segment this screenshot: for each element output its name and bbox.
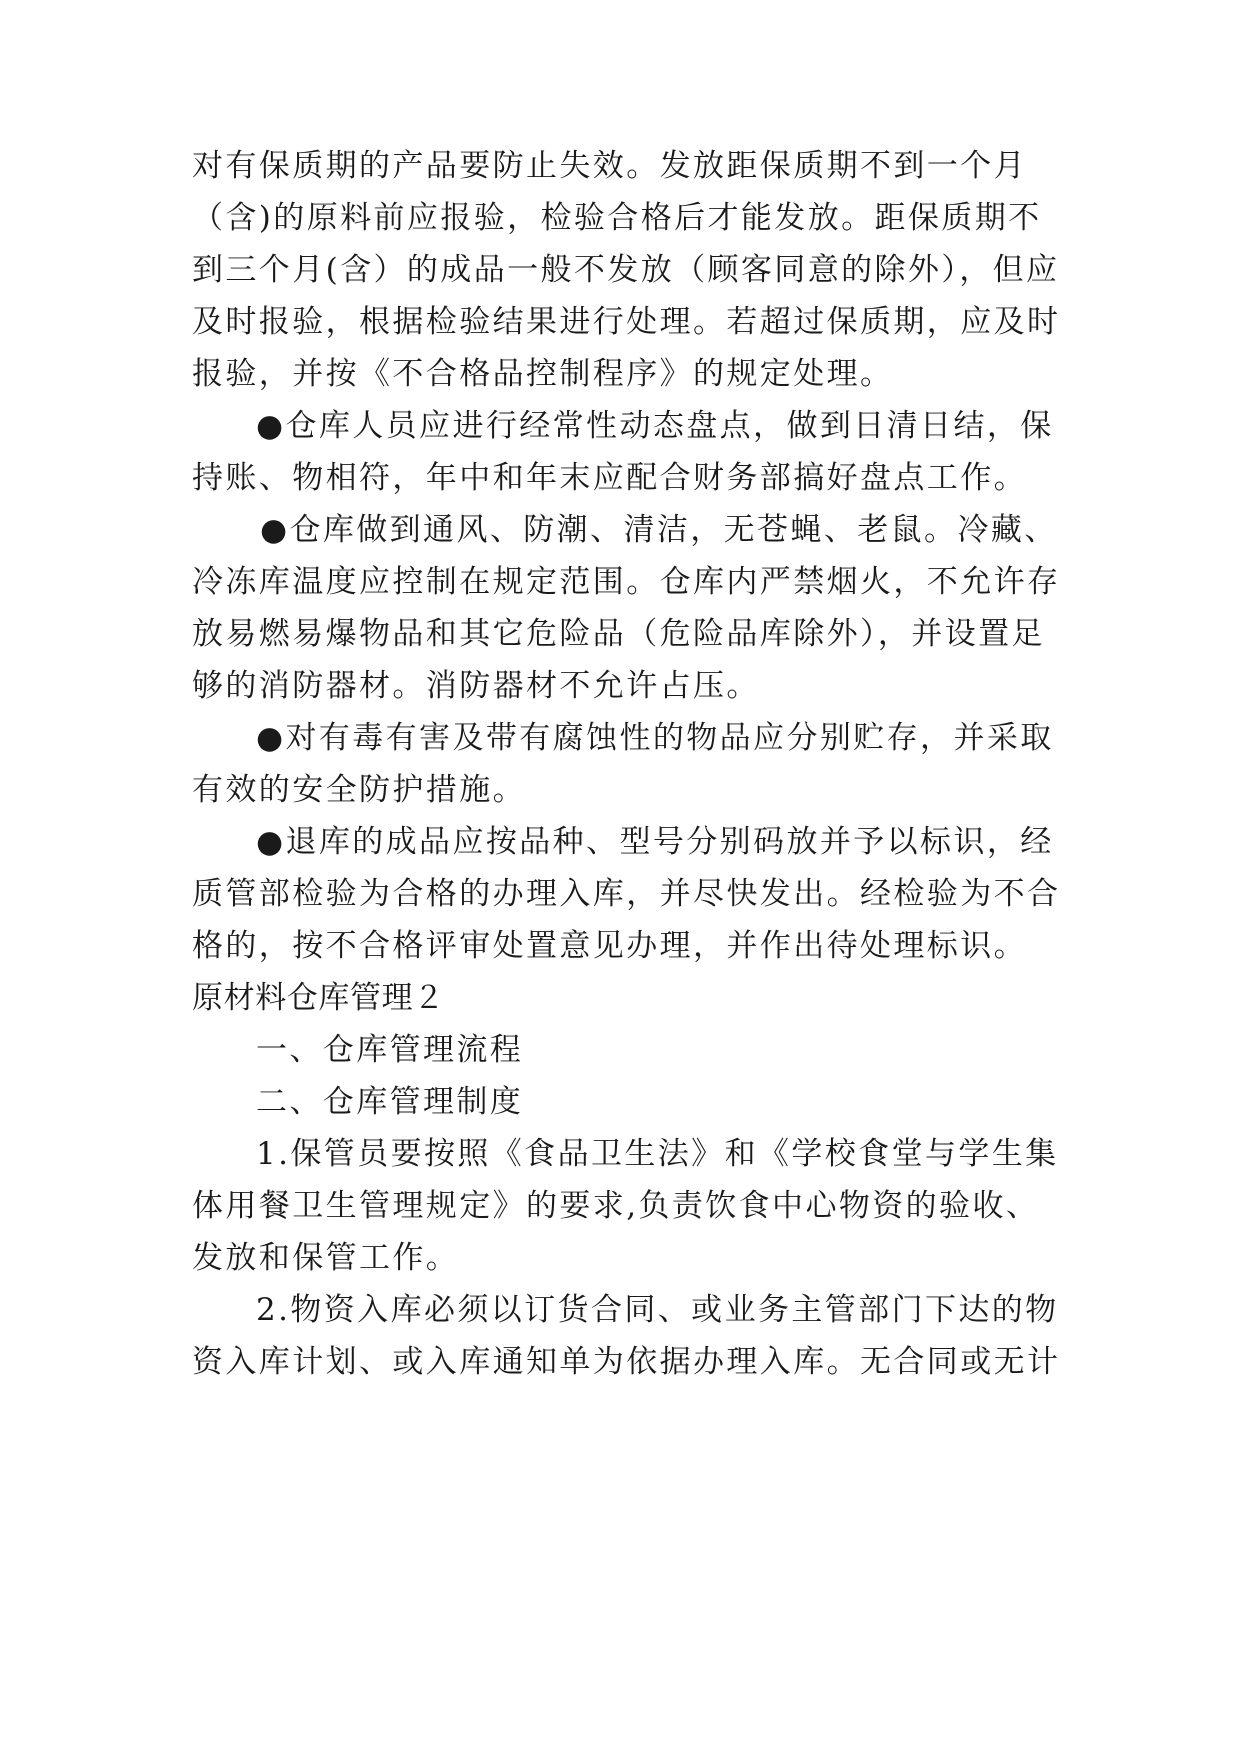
bullet-hazardous-line-1: ●对有毒有害及带有腐蚀性的物品应分别贮存，并采取 (256, 720, 1054, 756)
paragraph-shelf-life-line-2: （含)的原料前应报验，检验合格后才能发放。距保质期不 (192, 200, 1042, 236)
subheading-process: 一、仓库管理流程 (256, 1032, 524, 1068)
bullet-hazardous-line-2: 有效的安全防护措施。 (192, 772, 526, 808)
bullet-returns-line-1: ●退库的成品应按品种、型号分别码放并予以标识，经 (256, 824, 1054, 860)
bullet-ventilation-line-1: ●仓库做到通风、防潮、清洁，无苍蝇、老鼠。冷藏、 (260, 512, 1058, 548)
rule-1-line-2: 体用餐卫生管理规定》的要求,负责饮食中心物资的验收、 (192, 1188, 1040, 1224)
subheading-rules: 二、仓库管理制度 (256, 1084, 524, 1120)
rule-2-line-1: 2.物资入库必须以订货合同、或业务主管部门下达的物 (256, 1292, 1059, 1328)
bullet-ventilation-line-4: 够的消防器材。消防器材不允许占压。 (192, 668, 760, 704)
section-title: 原材料仓库管理２ (192, 980, 445, 1016)
bullet-ventilation-line-3: 放易燃易爆物品和其它危险品（危险品库除外），并设置足 (192, 616, 1045, 652)
rule-1-line-1: 1.保管员要按照《食品卫生法》和《学校食堂与学生集 (256, 1136, 1059, 1172)
paragraph-shelf-life-line-4: 及时报验，根据检验结果进行处理。若超过保质期，应及时 (192, 304, 1061, 340)
paragraph-shelf-life-line-3: 到三个月(含）的成品一般不发放（顾客同意的除外），但应 (192, 252, 1060, 288)
bullet-returns-line-2: 质管部检验为合格的办理入库，并尽快发出。经检验为不合 (192, 876, 1061, 912)
paragraph-shelf-life-line-5: 报验，并按《不合格品控制程序》的规定处理。 (192, 356, 894, 392)
bullet-inventory-line-1: ●仓库人员应进行经常性动态盘点，做到日清日结，保 (256, 408, 1054, 444)
bullet-returns-line-3: 格的，按不合格评审处置意见办理，并作出待处理标识。 (192, 928, 1027, 964)
bullet-inventory-line-2: 持账、物相符，年中和年末应配合财务部搞好盘点工作。 (192, 460, 1027, 496)
paragraph-shelf-life-line-1: 对有保质期的产品要防止失效。发放距保质期不到一个月 (192, 148, 1027, 184)
rule-2-line-2: 资入库计划、或入库通知单为依据办理入库。无合同或无计 (192, 1344, 1061, 1380)
bullet-ventilation-line-2: 冷冻库温度应控制在规定范围。仓库内严禁烟火，不允许存 (192, 564, 1061, 600)
rule-1-line-3: 发放和保管工作。 (192, 1240, 460, 1276)
